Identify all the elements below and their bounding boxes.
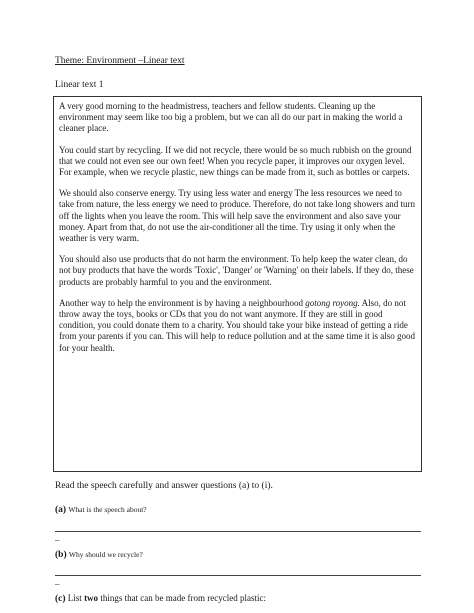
question-c [55,593,266,604]
instruction-text: Read the speech carefully and answer questions (a) to (i). [55,481,273,491]
question-c-number: (c) [55,594,66,604]
question-a-number: (a) [55,505,67,515]
passage-paragraph-4: You should also use products that do not harm the environment. To help keep the water clean, do not buy products that have the words 'Toxic', 'Danger' or 'Warning' on their labels. If they do, these products are probably harmful to you and the environment. [59,254,414,287]
question-c-bold-word: two [84,593,99,603]
question-b [55,549,143,560]
question-a [55,504,147,515]
answer-line-b[interactable] [55,575,421,576]
question-b-number: (b) [55,550,67,560]
question-c-text-start: List [67,593,85,603]
answer-dash-a: – [55,535,60,545]
passage-paragraph-5-start: Another way to help the environment is by having a neighbourhood [59,297,306,308]
question-a-text: What is the speech about? [68,505,147,514]
passage-paragraph-5 [59,298,416,354]
question-c-text-end: things that can be made from recycled plastic: [98,593,266,603]
gotong-royong-term: gotong royong. [305,297,360,308]
passage-paragraph-1: A very good morning to the headmistress, teachers and fellow students. Cleaning up the environment may seem like too big a problem, but we can all do our part in making the world a cleaner place. [59,101,403,134]
speech-passage-box [53,96,422,472]
answer-dash-b: – [55,579,60,589]
linear-text-label: Linear text 1 [55,80,104,90]
worksheet-theme-title: Theme: Environment –Linear text [55,56,185,66]
passage-paragraph-5-end: Also, do not throw away the toys, books or CDs that you do not want anymore. If they are still in good condition, you could donate them to a charity. You should take your bike instead of getting a ride from your parents if you can. This will help to reduce pollution and at the same time it is also good for your health. [59,297,416,353]
answer-line-a[interactable] [55,531,421,532]
passage-paragraph-2: You could start by recycling. If we did not recycle, there would be so much rubbish on the ground that we could not even see our own feet! When you recycle paper, it improves our oxygen level. For example, when we recycle plastic, new things can be made from it, such as bottles or carpets. [59,144,412,178]
question-b-text: Why should we recycle? [68,550,143,559]
passage-paragraph-3: We should also conserve energy. Try using less water and energy The less resources we need to take from nature, the less energy we need to produce. Therefore, do not take long showers and turn off the lights when you leave the room. This will help save the environment and also save your money. Apart from that, do not use the air-conditioner all the time. Try using it only when the weather is very warm. [59,188,416,244]
